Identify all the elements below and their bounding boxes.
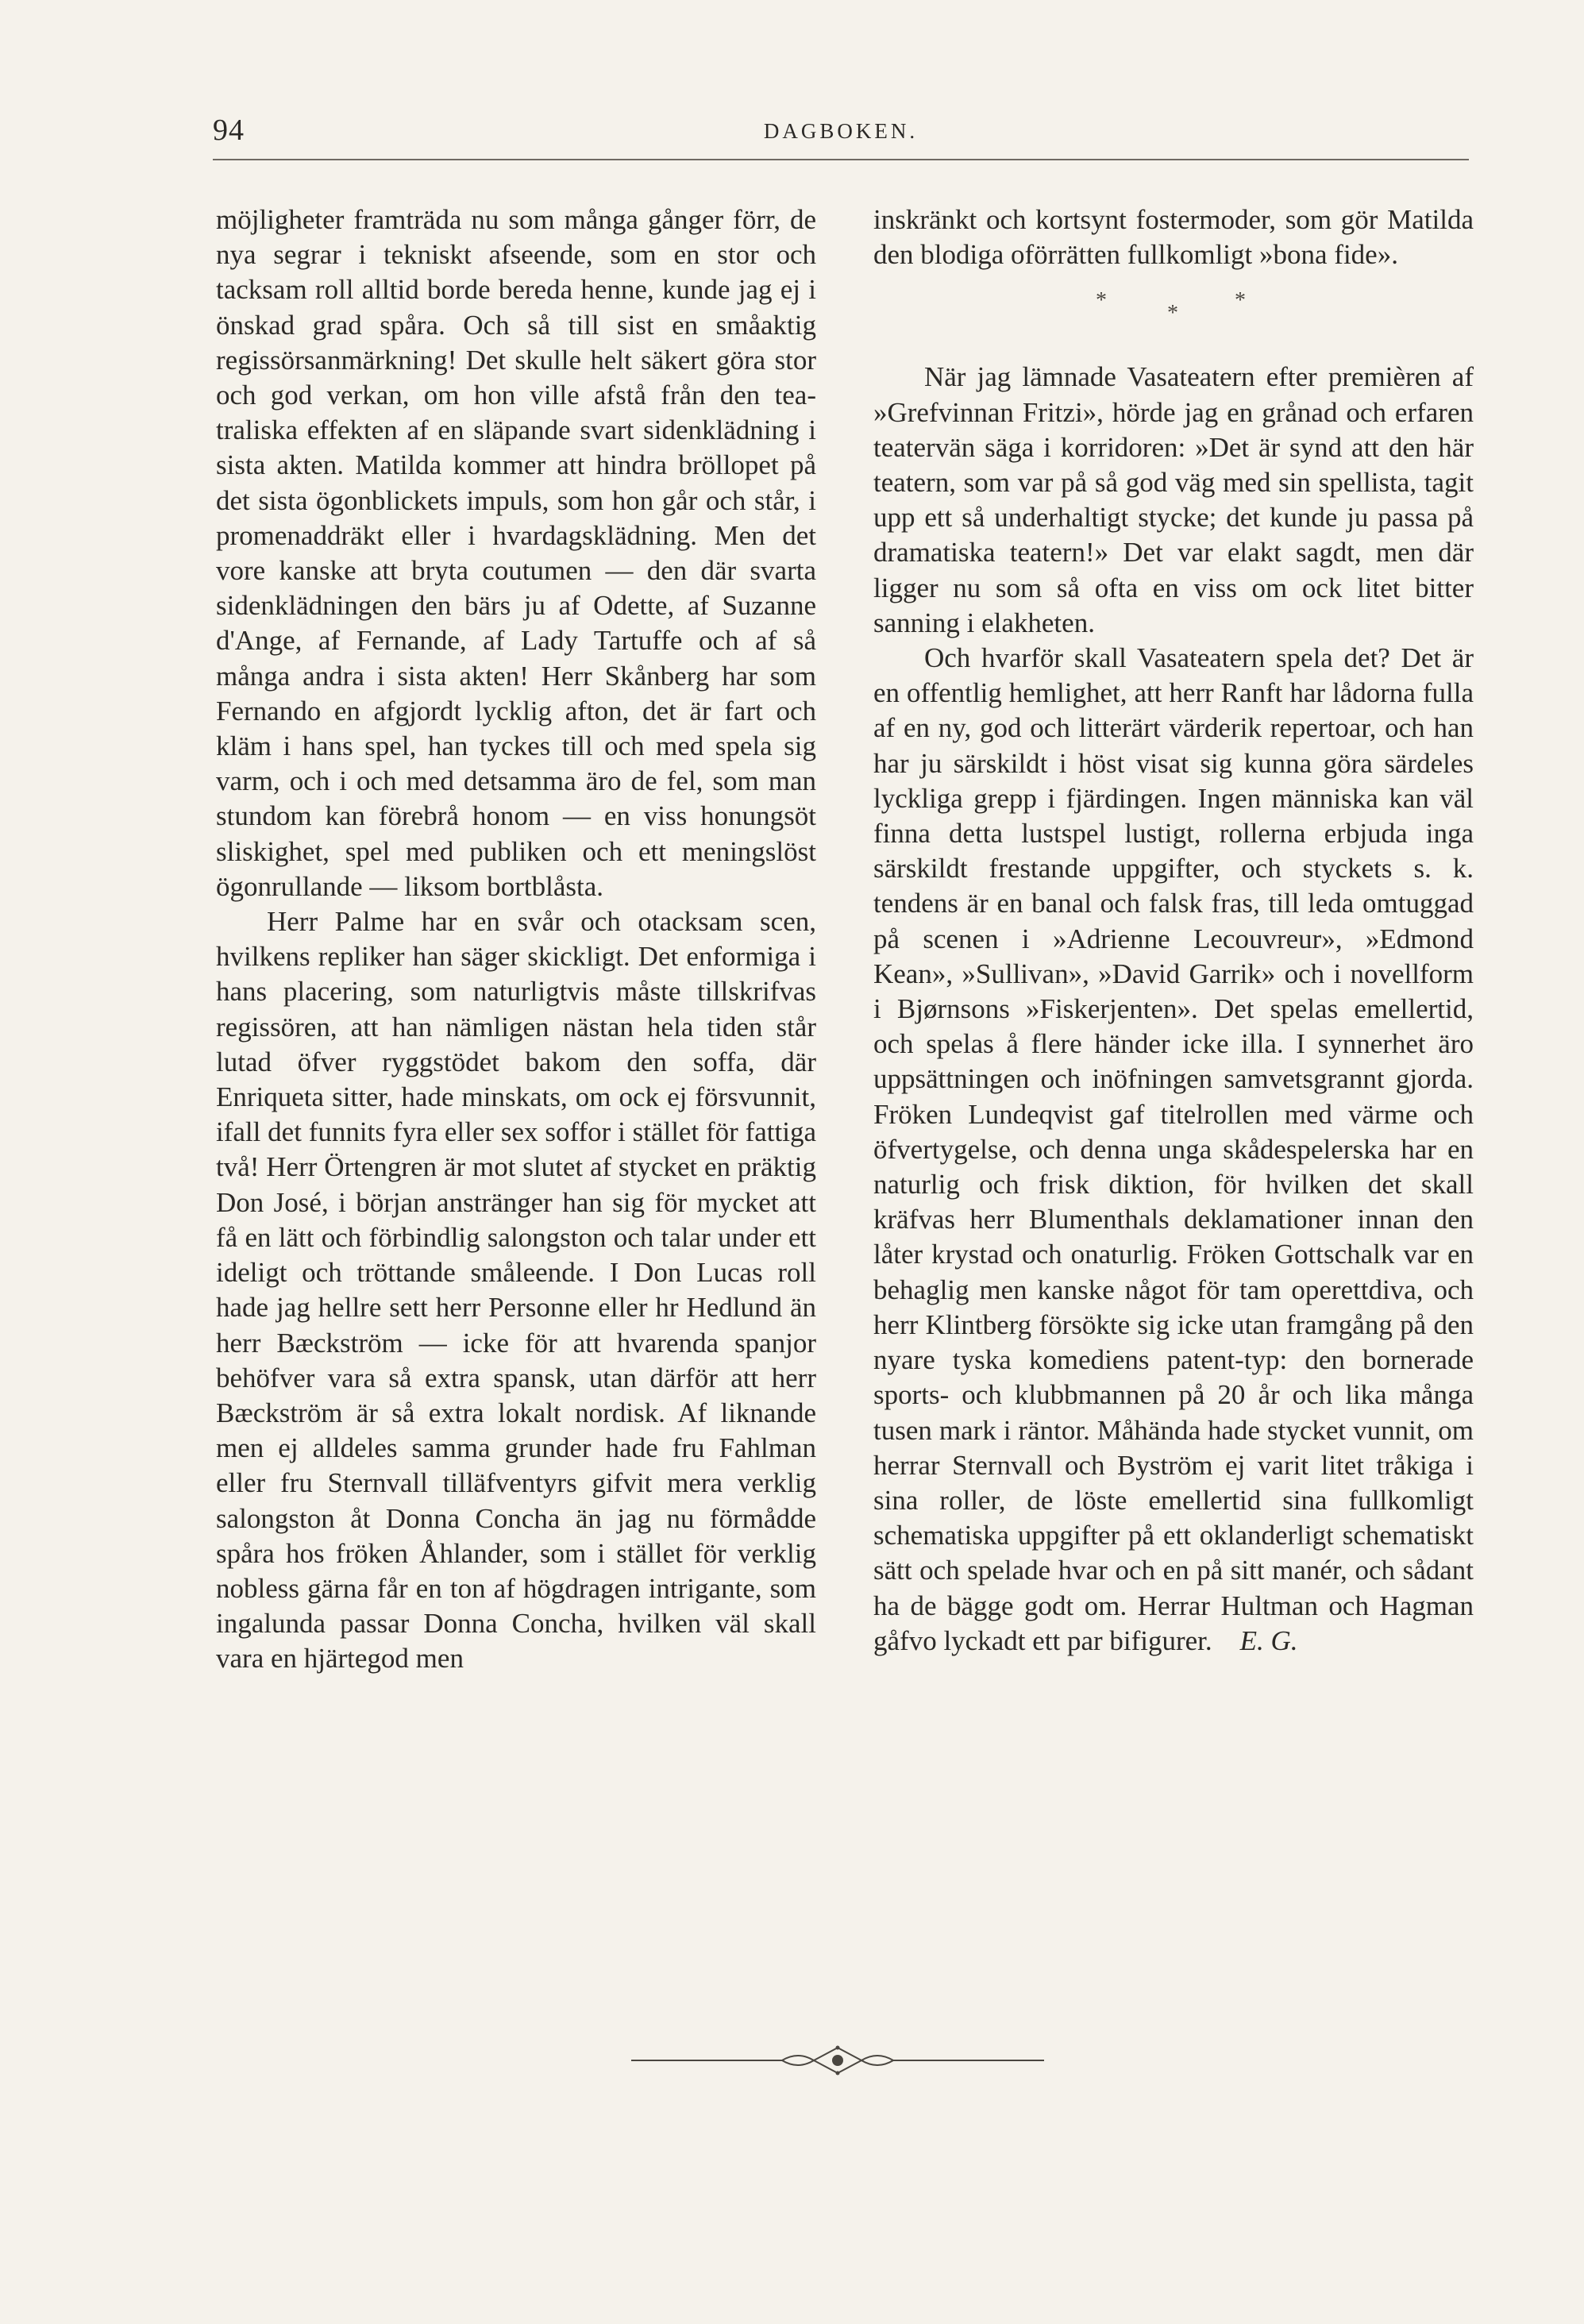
right-paragraph-3-text: Och hvarför skall Vasateatern spela det? Det är en offentlig hemlighet, att herr Ranft har lådorna fulla af en ny, god och litterärt värderik repertoar, och han har ju särskildt i höst visat sig kunna göra särdeles lyckliga grepp i fjärdingen. Ingen människa kan väl finna detta lustspel lustigt, rollerna erbjuda inga särskildt frestande uppgifter, och styckets s. k. tendens är en banal och falsk fras, till leda omtuggad på scenen i »Adrienne Lecouvreur», »Edmond Kean», »Sullivan», »David Garrik» och i novellform i Bjørnsons »Fiskerjenten». Det spelas emellertid, och spelas å flere händer icke illa. I synnerhet äro uppsättningen och inöfningen samvetsgrannt gjorda. Fröken Lundeqvist gaf titelrollen med värme och öfvertygelse, och denna unga skådespelerska har en naturlig och frisk diktion, för hvilken det skall kräfvas herr Blumenthals deklamationer innan den låter krystad och onaturlig. Fröken Gottschalk var en behaglig men kanske något för tam operettdiva, och herr Klintberg försökte sig icke utan framgång på den nyare tyska komediens patent-typ: den bornerade sports- och klubbmannen på 20 år och lika många tusen mark i räntor. Måhända hade stycket vunnit, om herrar Sternvall och Byström ej varit litet tråkiga i sina roller, de löste emellertid sina fullkomligt schematiska uppgifter på ett oklanderligt schematiskt sätt och spelade hvar och en på sitt manér, och sådant ha de bägge godt om. Herrar Hultman och Hagman gåfvo lyckadt ett par bifigurer.: [873, 642, 1474, 1656]
header-rule: [213, 159, 1469, 160]
running-head: DAGBOKEN.: [763, 119, 919, 143]
asterisk-3: *: [1235, 288, 1246, 314]
right-paragraph-3: [873, 641, 1474, 1659]
section-break-asterism: [873, 272, 1474, 360]
page-number: 94: [213, 114, 245, 147]
right-column: [873, 202, 1474, 1659]
right-paragraph-2: När jag lämnade Vasateatern efter premièren af »Grefvinnan Fritzi», hörde jag en grånad och erfaren teatervän säga i korridoren: »Det är synd att den här teatern, som var på så god väg med sin spellista, tagit upp ett så underhaltigt stycke; det kunde ju passa på dramatiska teatern!» Det var elakt sagdt, men där ligger nu som så ofta en viss om ock litet bitter sanning i elakheten.: [873, 361, 1474, 638]
tailpiece-ornament-icon: [631, 2045, 1044, 2076]
asterisk-1: *: [1096, 288, 1107, 314]
page-header: [213, 113, 1469, 160]
right-paragraph-1: inskränkt och kortsynt fostermoder, som gör Matilda den blodiga oförrätten fullkomligt »bona fide».: [873, 204, 1474, 271]
author-signature: E. G.: [1239, 1624, 1298, 1656]
asterisk-2: *: [1167, 301, 1178, 326]
left-paragraph-2: Herr Palme har en svår och otacksam scen, hvilkens repliker han säger skickligt. Det enformiga i hans placering, som naturligtvis måste tillskrifvas regissören, att han nämligen nästan hela tiden står lutad öfver ryggstödet bakom den soffa, där Enriqueta sitter, hade minskats, om ock ej försvunnit, ifall det funnits fyra eller sex soffor i stället för fattiga två! Herr Örtengren är mot slutet af stycket en präktig Don José, i början anstränger han sig för mycket att få en lätt och förbindlig salongston och talar under ett ideligt och tröttande småleende. I Don Lucas roll hade jag hellre sett herr Personne eller hr Hedlund än herr Bæckström — icke för att hvarenda spanjor behöfver vara så extra spansk, utan därför att herr Bæckström är så extra lokalt nordisk. Af liknande men ej alldeles samma grunder hade fru Fahlman eller fru Sternvall tilläfventyrs gifvit mera verklig salongston åt Donna Concha än jag nu förmådde spåra hos fröken Åhlander, som i stället för verklig nobless gärna får en ton af högdragen intrigante, som ingalunda passar Donna Concha, hvilken väl skall vara en hjärtegod men: [216, 906, 816, 1675]
left-column: [216, 202, 816, 1677]
left-paragraph-1: möjligheter framträda nu som många gånger förr, de nya segrar i tekniskt afseende, som en stor och tacksam roll alltid borde bereda henne, kunde jag ej i önskad grad spåra. Och så till sist en småaktig regissörsanmärkning! Det skulle helt säkert göra stor och god verkan, om hon ville afstå från den teatraliska effekten af en släpande svart sidenklädning i sista akten. Matilda kommer att hindra bröllopet på det sista ögonblickets impuls, som hon går och står, i promenaddräkt eller i hvardagsklädning. Men det vore kanske att bryta coutumen — den där svarta sidenklädningen den bärs ju af Odette, af Suzanne d'Ange, af Fernande, af Lady Tartuffe och af så många andra i sista akten! Herr Skånberg har som Fernando en afgjordt lycklig afton, det är fart och kläm i hans spel, han tyckes till och med spela sig varm, och i och med detsamma äro de fel, som man stundom kan förebrå honom — en viss honungsöt sliskighet, spel med publiken och ett meningslöst ögonrullande — liksom bortblåsta.: [216, 204, 816, 902]
